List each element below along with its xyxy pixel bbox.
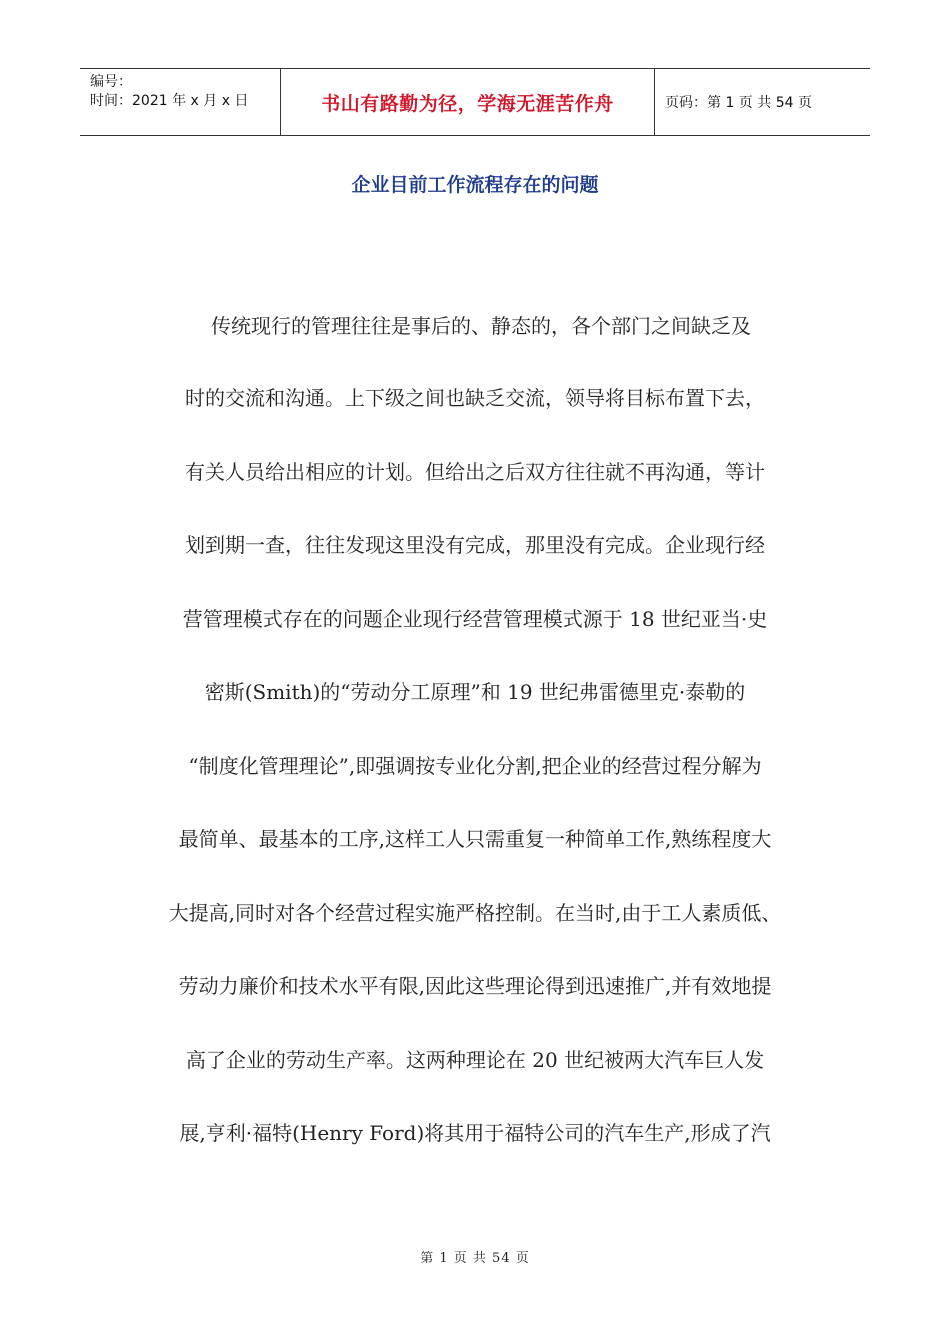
header-meta-cell — [80, 69, 281, 135]
page-info: 页码：第 1 页 共 54 页 — [665, 95, 812, 111]
body-line: 传统现行的管理往往是事后的、静态的，各个部门之间缺乏及 — [211, 314, 751, 338]
body-line: 营管理模式存在的问题企业现行经营管理模式源于 18 世纪亚当·史 — [182, 607, 768, 631]
body-line: 密斯(Smith)的“劳动分工原理”和 19 世纪弗雷德里克·泰勒的 — [204, 680, 746, 704]
body-line: “制度化管理理论”,即强调按专业化分割,把企业的经营过程分解为 — [188, 754, 762, 778]
document-title: 企业目前工作流程存在的问题 — [351, 174, 599, 196]
body-line: 有关人员给出相应的计划。但给出之后双方往往就不再沟通，等计 — [185, 460, 765, 484]
header-page-cell — [655, 69, 870, 135]
date-label: 时间：2021 年 x 月 x 日 — [90, 93, 249, 109]
body-line: 最简单、最基本的工序,这样工人只需重复一种简单工作,熟练程度大 — [178, 827, 772, 851]
body-line: 劳动力廉价和技术水平有限,因此这些理论得到迅速推广,并有效地提 — [178, 974, 772, 998]
body-line: 高了企业的劳动生产率。这两种理论在 20 世纪被两大汽车巨人发 — [185, 1048, 765, 1072]
header-motto-cell — [281, 69, 655, 135]
body-line: 划到期一查，往往发现这里没有完成，那里没有完成。企业现行经 — [185, 533, 765, 557]
header-table — [80, 68, 870, 136]
body-line: 展,亨利·福特(Henry Ford)将其用于福特公司的汽车生产,形成了汽 — [179, 1121, 771, 1145]
body-line: 时的交流和沟通。上下级之间也缺乏交流，领导将目标布置下去， — [185, 386, 765, 410]
page-footer: 第 1 页 共 54 页 — [420, 1251, 530, 1266]
number-label: 编号： — [90, 74, 132, 90]
motto-text: 书山有路勤为径，学海无涯苦作舟 — [321, 92, 614, 115]
body-line: 大提高,同时对各个经营过程实施严格控制。在当时,由于工人素质低、 — [168, 901, 782, 925]
